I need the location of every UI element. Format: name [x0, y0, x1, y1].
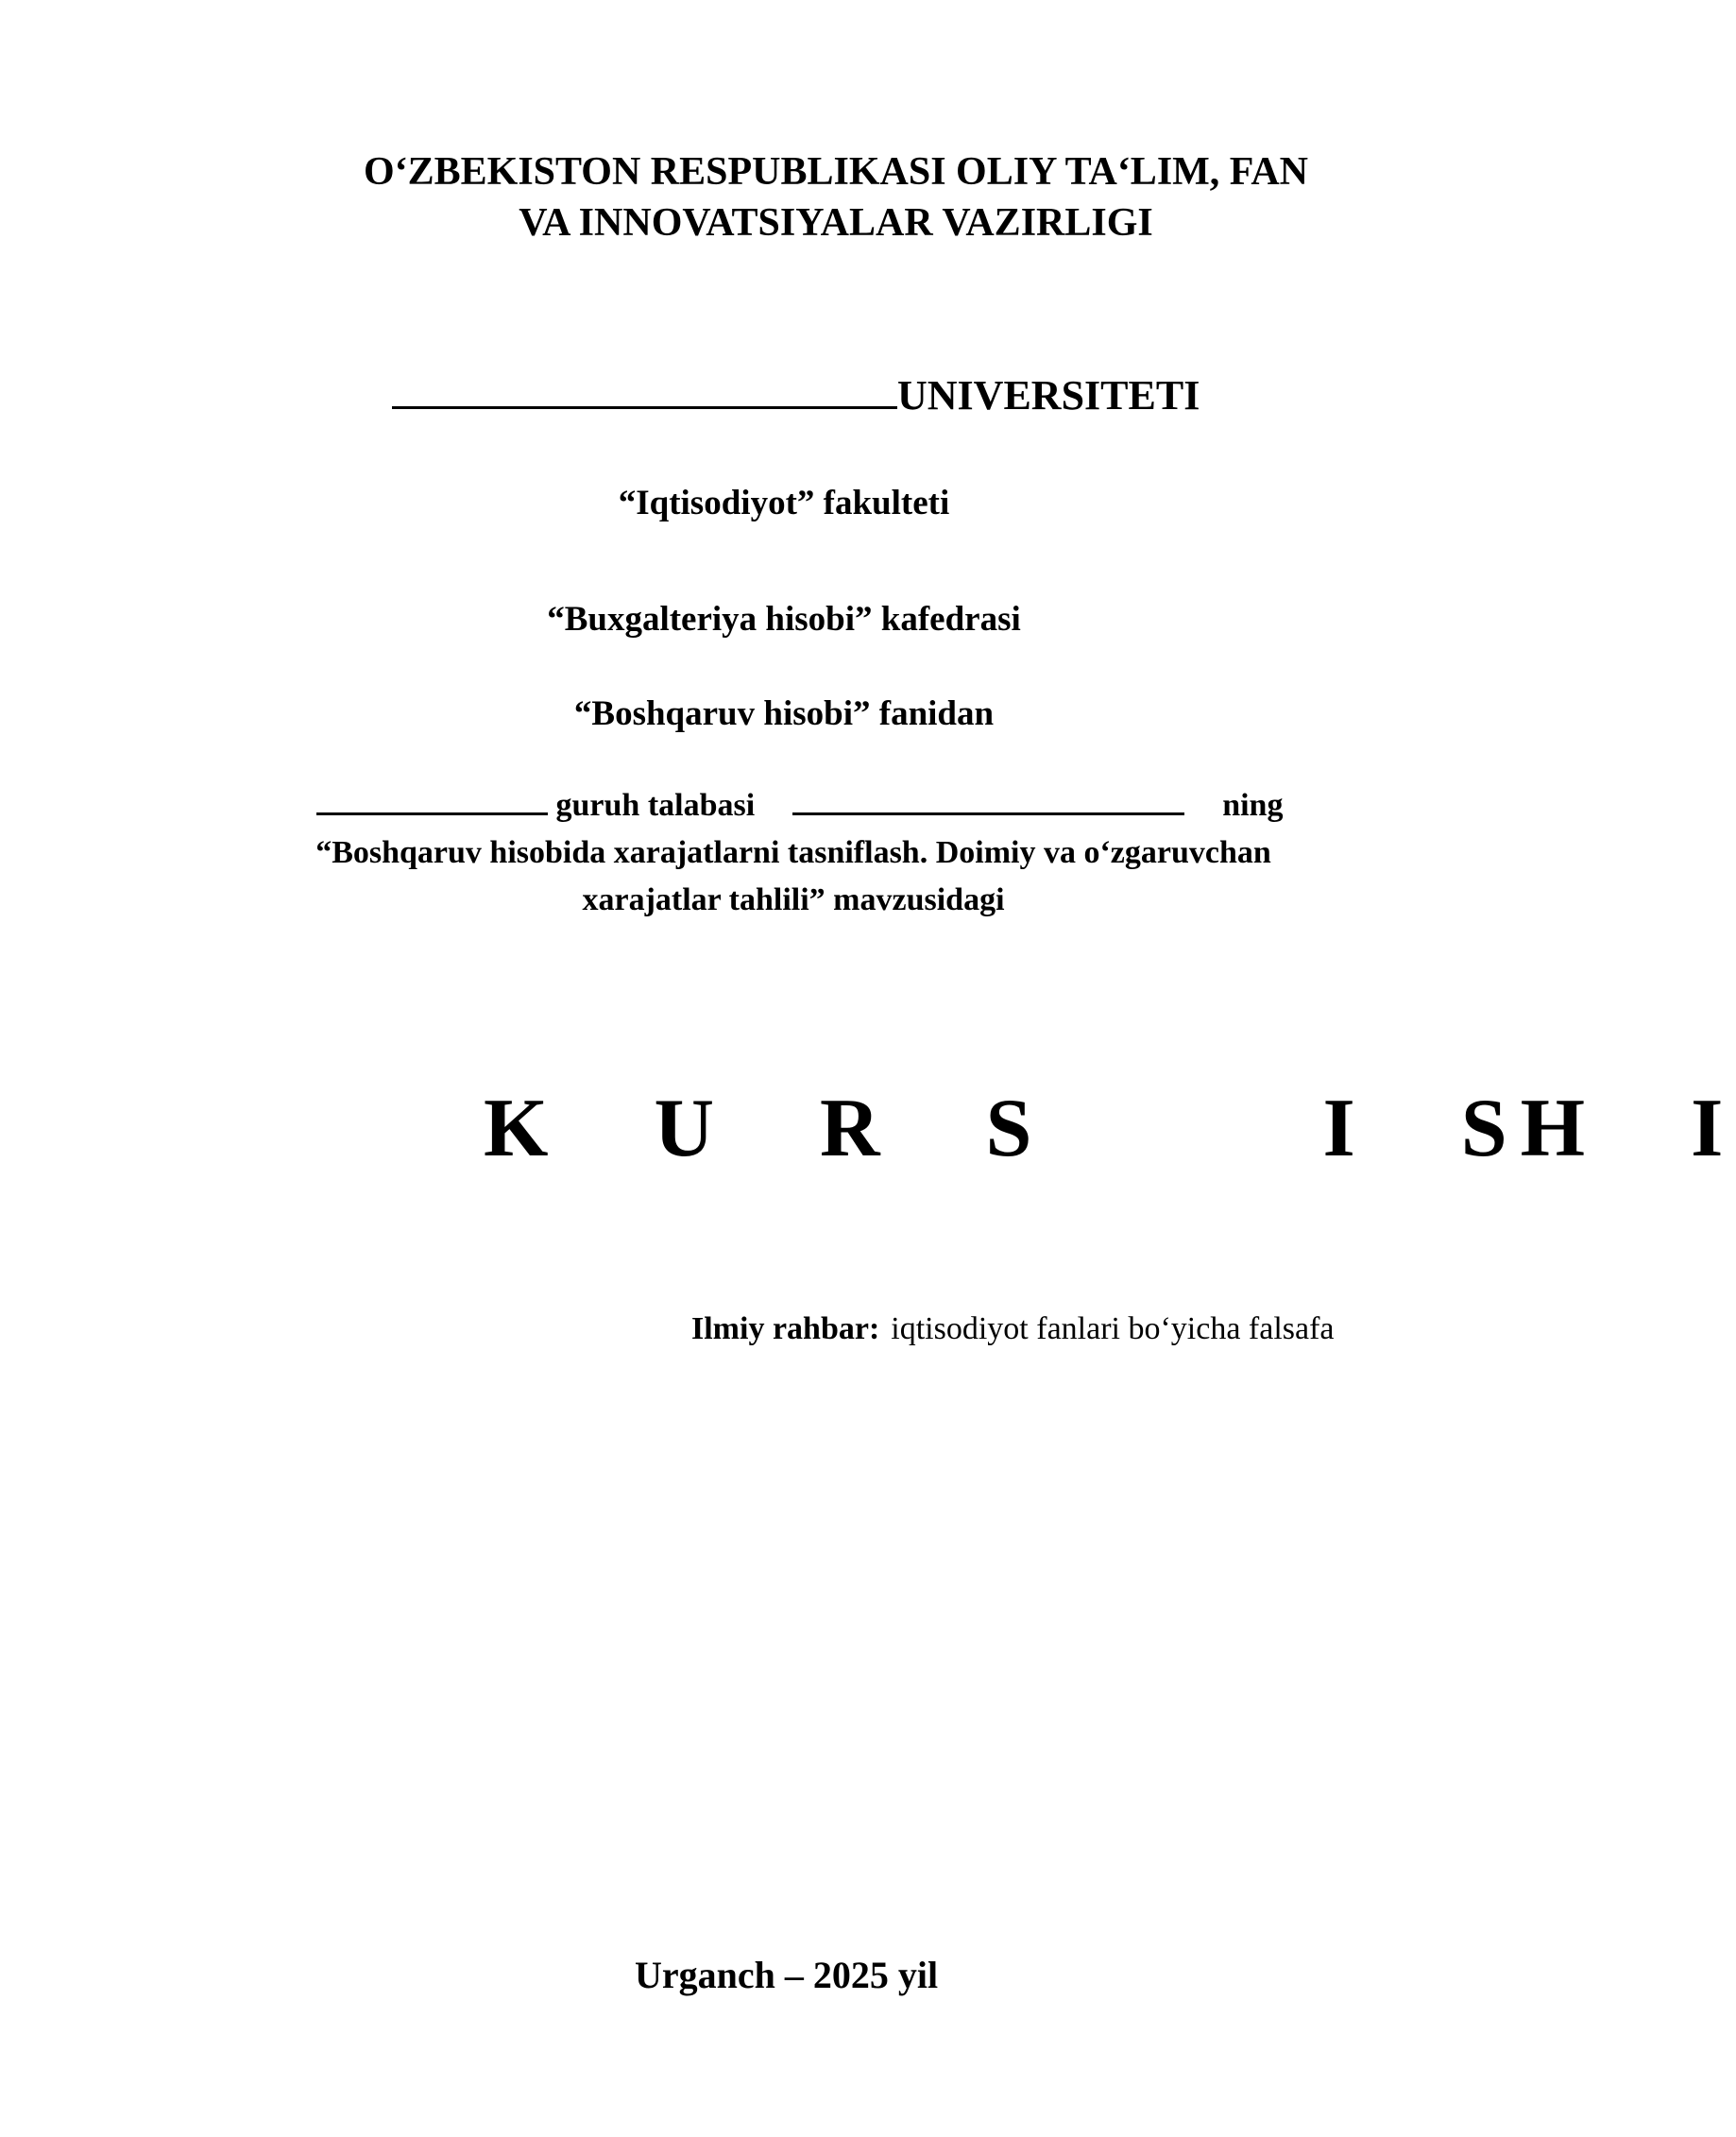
topic-line-2: xarajatlar tahlili” mavzusidagi: [582, 882, 1005, 917]
department-name: “Buxgalteriya hisobi” kafedrasi: [547, 600, 1021, 639]
group-label: guruh talabasi: [555, 788, 756, 823]
student-line: [316, 784, 1283, 826]
ministry-heading: [246, 146, 1426, 248]
university-label: UNIVERSITETI: [897, 372, 1200, 419]
document-title: [484, 1077, 1736, 1181]
topic-text: [0, 829, 1511, 924]
title-text: K U R S I SH I: [484, 1083, 1736, 1174]
subject-name: “Boshqaruv hisobi” fanidan: [573, 694, 995, 733]
ministry-line-2: VA INNOVATSIYALAR VAZIRLIGI: [519, 201, 1153, 245]
student-suffix: ning: [1222, 788, 1284, 823]
university-name-blank: [392, 368, 897, 409]
university-line: [392, 368, 1200, 420]
ministry-line-1: O‘ZBEKISTON RESPUBLIKASI OLIY TA‘LIM, FAN: [363, 150, 1309, 194]
advisor-value: iqtisodiyot fanlari bo‘yicha falsafa: [891, 1311, 1335, 1346]
advisor-label: Ilmiy rahbar:: [691, 1311, 880, 1346]
place-year: Urganch – 2025 yil: [634, 1954, 939, 1996]
group-blank: [316, 784, 548, 815]
advisor-line: [691, 1308, 1335, 1350]
topic-line-1: “Boshqaruv hisobida xarajatlarni tasniflash. Doimiy va o‘zgaruvchan: [315, 835, 1271, 870]
student-name-blank: [792, 784, 1184, 815]
faculty-name: “Iqtisodiyot” fakulteti: [618, 484, 950, 522]
